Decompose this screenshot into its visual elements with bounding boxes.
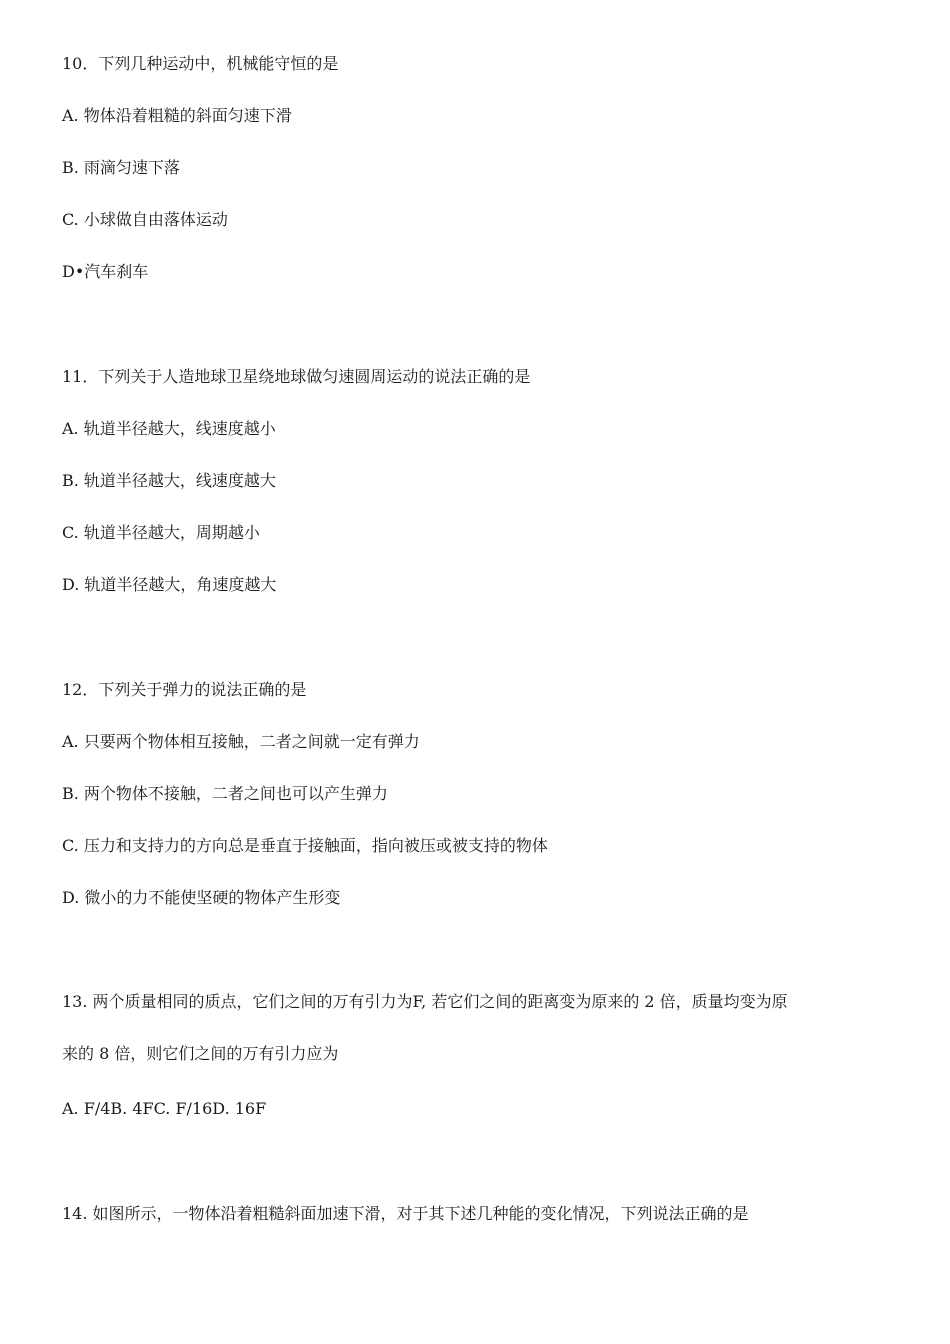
question-11-option-a: A. 轨道半径越大，线速度越小: [62, 419, 276, 438]
question-13-stem-continued: 来的 8 倍，则它们之间的万有引力应为: [62, 1044, 339, 1063]
question-10-option-c: C. 小球做自由落体运动: [62, 210, 228, 229]
question-14-stem: 14. 如图所示，一物体沿着粗糙斜面加速下滑，对于其下述几种能的变化情况，下列说法正确的是: [62, 1204, 749, 1223]
question-13-stem: 13. 两个质量相同的质点，它们之间的万有引力为F, 若它们之间的距离变为原来的 2 倍，质量均变为原: [62, 992, 788, 1011]
question-11-option-b: B. 轨道半径越大，线速度越大: [62, 471, 276, 490]
question-12-option-b: B. 两个物体不接触，二者之间也可以产生弹力: [62, 784, 388, 803]
question-10-option-d: D•汽车刹车: [62, 262, 149, 281]
question-12-option-c: C. 压力和支持力的方向总是垂直于接触面，指向被压或被支持的物体: [62, 836, 548, 855]
question-13-options: A. F/4B. 4FC. F/16D. 16F: [62, 1099, 267, 1118]
question-10-option-b: B. 雨滴匀速下落: [62, 158, 180, 177]
question-11-option-d: D. 轨道半径越大，角速度越大: [62, 575, 277, 594]
question-11-stem: 11．下列关于人造地球卫星绕地球做匀速圆周运动的说法正确的是: [62, 367, 531, 386]
question-12-stem: 12．下列关于弹力的说法正确的是: [62, 680, 307, 699]
question-10-option-a: A. 物体沿着粗糙的斜面匀速下滑: [62, 106, 292, 125]
question-11-option-c: C. 轨道半径越大，周期越小: [62, 523, 260, 542]
question-12-option-a: A. 只要两个物体相互接触，二者之间就一定有弹力: [62, 732, 420, 751]
question-12-option-d: D. 微小的力不能使坚硬的物体产生形变: [62, 888, 341, 907]
question-10-stem: 10．下列几种运动中，机械能守恒的是: [62, 54, 339, 73]
